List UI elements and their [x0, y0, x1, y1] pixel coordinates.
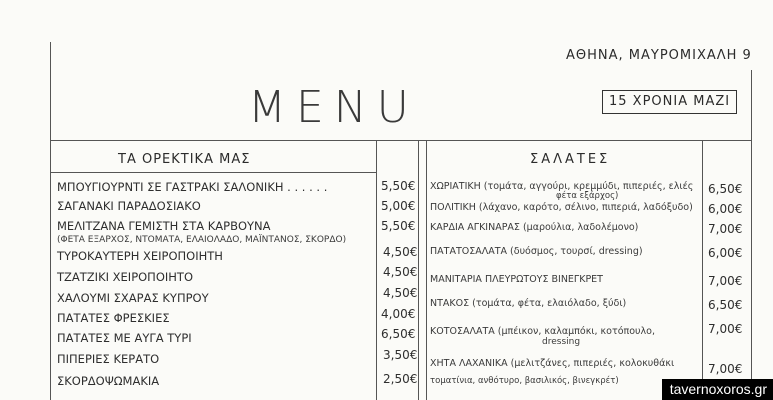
list-item: ΜΕΛΙΤΖΑΝΑ ΓΕΜΙΣΤΗ ΣΤΑ ΚΑΡΒΟΥΝΑ [57, 219, 271, 233]
item-price: 7,00€ [708, 362, 743, 376]
menu-title: MENU [248, 82, 419, 133]
left-border [50, 42, 51, 400]
left-heading-underline [50, 172, 376, 173]
watermark [662, 379, 773, 400]
item-price: 2,50€ [383, 372, 418, 386]
item-price: 6,00€ [708, 202, 743, 216]
item-price: 5,50€ [381, 179, 416, 193]
list-item-note: φέτα εξάρχος) [556, 191, 619, 201]
item-price: 4,50€ [383, 265, 418, 279]
list-item: ΚΑΡΔΙΑ ΑΓΚΙΝΑΡΑΣ (μαρούλια, λαδολέμονο) [430, 222, 639, 233]
list-item: ΧΑΛΟΥΜΙ ΣΧΑΡΑΣ ΚΥΠΡΟΥ [57, 291, 209, 305]
left-price-divider [376, 140, 377, 400]
item-price: 3,50€ [383, 348, 418, 362]
appetizers-heading: ΤΑ ΟΡΕΚΤΙΚΑ ΜΑΣ [118, 152, 251, 167]
item-price: 7,00€ [708, 222, 743, 236]
right-border [751, 70, 752, 400]
item-price: 6,00€ [708, 246, 743, 260]
list-item-note: dressing [542, 337, 581, 347]
center-divider-b [426, 140, 427, 400]
anniversary-badge-label: 15 ΧΡΟΝΙΑ ΜΑΖΙ [609, 94, 731, 109]
anniversary-badge [602, 90, 737, 114]
item-price: 7,00€ [708, 322, 743, 336]
item-price: 4,50€ [383, 286, 418, 300]
list-item: ΠΙΠΕΡΙΕΣ ΚΕΡΑΤΟ [57, 352, 160, 366]
list-item: ΧΗΤΑ ΛΑΧΑΝΙΚΑ (μελιτζάνες, πιπεριές, κολοκυθάκι [430, 358, 675, 369]
center-divider-a [418, 140, 419, 400]
item-price: 5,00€ [381, 199, 416, 213]
list-item: ΠΑΤΑΤΕΣ ΜΕ ΑΥΓΑ ΤΥΡΙ [57, 331, 192, 345]
item-price: 5,50€ [381, 219, 416, 233]
list-item: ΠΟΛΙΤΙΚΗ (λάχανο, καρότο, σέλινο, πιπεριά, λαδόξυδο) [430, 202, 693, 213]
list-item: ΣΚΟΡΔΟΨΩΜΑΚΙΑ [57, 374, 160, 388]
list-item: ΚΟΤΟΣΑΛΑΤΑ (μπέικον, καλαμπόκι, κοτόπουλο, [430, 326, 655, 337]
list-item: ΤΥΡΟΚΑΥΤΕΡΗ ΧΕΙΡΟΠΟΙΗΤΗ [57, 249, 223, 263]
item-price: 4,00€ [381, 307, 416, 321]
list-item-note: (ΦΕΤΑ ΕΞΑΡΧΟΣ, ΝΤΟΜΑΤΑ, ΕΛΑΙΟΛΑΔΟ, ΜΑΪΝΤΑΝΟΣ, ΣΚΟΡΔΟ) [57, 235, 347, 245]
item-price: 6,50€ [381, 327, 416, 341]
address-text: ΑΘΗΝΑ, ΜΑΥΡΟΜΙΧΑΛΗ 9 [566, 48, 752, 63]
right-price-divider [702, 140, 703, 400]
list-item: ΜΑΝΙΤΑΡΙΑ ΠΛΕΥΡΩΤΟΥΣ ΒΙΝΕΓΚΡΕΤ [430, 274, 603, 285]
list-item: ΠΑΤΑΤΕΣ ΦΡΕΣΚΙΕΣ [57, 311, 170, 325]
list-item: ΤΖΑΤΖΙΚΙ ΧΕΙΡΟΠΟΙΗΤΟ [57, 270, 193, 284]
watermark-text: tavernoxoros.gr [669, 381, 767, 397]
item-price: 7,00€ [708, 274, 743, 288]
item-price: 6,50€ [708, 182, 743, 196]
header-divider [50, 140, 751, 141]
list-item: ΠΑΤΑΤΟΣΑΛΑΤΑ (δυόσμος, τουρσί, dressing) [430, 246, 643, 257]
list-item-note: τοματίνια, ανθότυρο, βασιλικός, βινεγκρέτ) [430, 376, 619, 386]
item-price: 6,50€ [708, 298, 743, 312]
list-item: ΜΠΟΥΓΙΟΥΡΝΤΙ ΣΕ ΓΑΣΤΡΑΚΙ ΣΑΛΟΝΙΚΗ . . . . . . [57, 180, 328, 194]
list-item: ΧΩΡΙΑΤΙΚΗ (τομάτα, αγγούρι, κρεμμύδι, πιπεριές, ελιές [430, 181, 694, 192]
list-item: ΣΑΓΑΝΑΚΙ ΠΑΡΑΔΟΣΙΑΚΟ [57, 199, 201, 213]
list-item: ΝΤΑΚΟΣ (τομάτα, φέτα, ελαιόλαδο, ξύδι) [430, 298, 627, 309]
item-price: 4,50€ [383, 245, 418, 259]
salads-heading: ΣΑΛΑΤΕΣ [530, 152, 611, 167]
